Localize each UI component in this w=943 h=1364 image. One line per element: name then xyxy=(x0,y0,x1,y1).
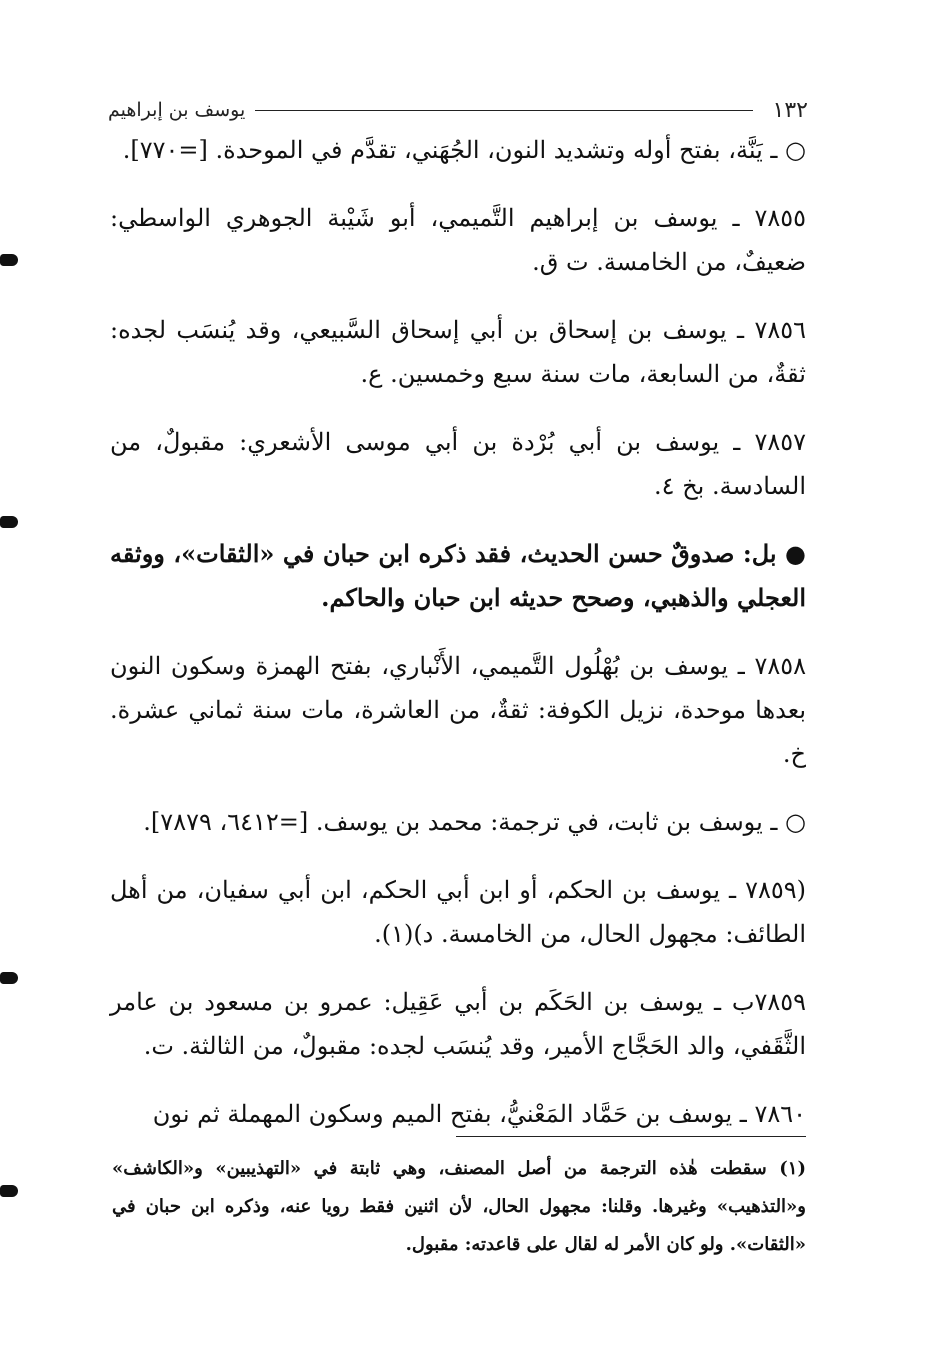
footnote-rule xyxy=(456,1136,806,1137)
entry-yanna: ○ ـ يَنَّة، بفتح أوله وتشديد النون، الجُهَني، تقدَّم في الموحدة. [=٧٧٠]. xyxy=(122,136,806,164)
entry-7859: (٧٨٥٩ ـ يوسف بن الحكم، أو ابن أبي الحكم، ابن أبي سفيان، من أهل الطائف: مجهول الحال، من الخامسة. د)(١). xyxy=(110,876,806,948)
margin-marker xyxy=(0,254,18,266)
entry-7856: ٧٨٥٦ ـ يوسف بن إسحاق بن أبي إسحاق السَّبيعي، وقد يُنسَب لجده: ثقةٌ، من السابعة، مات سنة سبع وخمسين. ع. xyxy=(110,316,806,388)
running-head-title: يوسف بن إبراهيم xyxy=(108,99,246,121)
entry-7858: ٧٨٥٨ ـ يوسف بن بُهْلُول التَّميمي، الأَنْباري، بفتح الهمزة وسكون النون بعدها موحدة، نزيل الكوفة: ثقةٌ، من العاشرة، مات سنة ثماني عشرة. خ. xyxy=(110,652,806,768)
header-rule xyxy=(255,110,752,111)
entries-block xyxy=(110,128,806,1160)
entry-7859b: ٧٨٥٩ب ـ يوسف بن الحَكَم بن أبي عَقِيل: عمرو بن مسعود بن عامر الثَّقَفي، والد الحَجَّاج الأمير، وقد يُنسَب لجده: مقبولٌ، من الثالثة. ت. xyxy=(110,988,806,1060)
entry-7857: ٧٨٥٧ ـ يوسف بن أبي بُرْدة بن أبي موسى الأشعري: مقبولٌ، من السادسة. بخ ٤. xyxy=(110,428,807,500)
entry-7855: ٧٨٥٥ ـ يوسف بن إبراهيم التَّميمي، أبو شَيْبة الجوهري الواسطي: ضعيفٌ، من الخامسة. ت ق. xyxy=(110,204,806,276)
entry-7857-comment: ● بل: صدوقٌ حسن الحديث، فقد ذكره ابن حبان في «الثقات»، ووثقه العجلي والذهبي، وصحح حديثه ابن حبان والحاكم. xyxy=(110,539,806,612)
running-head xyxy=(108,92,808,128)
page-number: ١٣٢ xyxy=(772,97,808,123)
entry-yusuf-ibn-thabit: ○ ـ يوسف بن ثابت، في ترجمة: محمد بن يوسف. [=٦٤١٢، ٧٨٧٩]. xyxy=(143,808,806,836)
entry-7860: ٧٨٦٠ ـ يوسف بن حَمَّاد المَعْنيُّ، بفتح الميم وسكون المهملة ثم نون xyxy=(152,1100,806,1128)
margin-marker xyxy=(0,1185,18,1197)
margin-marker xyxy=(0,972,18,984)
footnote: (١) سقطت هٰذه الترجمة من أصل المصنف، وهي ثابتة في «التهذيبين» و«الكاشف» و«التذهيب» وغيرها. وقلنا: مجهول الحال، لأن اثنين فقط رويا عنه، وذكره ابن حبان في «الثقات». ولو كان الأمر له لقال على قاعدته: مقبول. xyxy=(112,1158,806,1255)
margin-marker xyxy=(0,516,18,528)
